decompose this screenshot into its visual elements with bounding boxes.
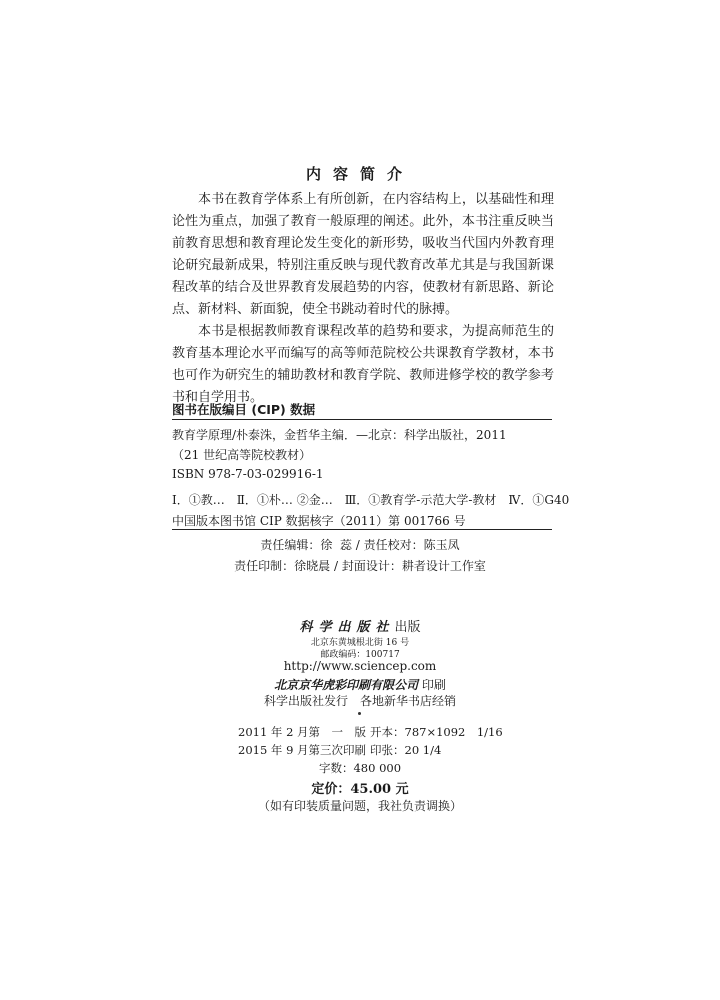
- cip-line-classification: Ⅰ．①教… Ⅱ．①朴… ②金… Ⅲ．①教育学-示范大学-教材 Ⅳ．①G40: [172, 493, 570, 507]
- intro-paragraph: 本书是根据教师教育课程改革的趋势和要求，为提高师范生的教育基本理论水平而编写的高等师范院校公共课教育学教材，本书也可作为研究生的辅助教材和教育学院、教师进修学校的教学参考书和自学用书。: [172, 324, 554, 405]
- intro-paragraph: 本书在教育学体系上有所创新，在内容结构上，以基础性和理论性为重点，加强了教育一般原理的阐述。此外，本书注重反映当前教育思想和教育理论发生变化的新形势，吸收当代国内外教育理论研究最新成果，特别注重反映与现代教育改革尤其是与我国新课程改革的结合及世界教育发展趋势的内容，使教材有新思路、新论点、新材料、新面貌，使全书跳动着时代的脉搏。: [172, 192, 554, 317]
- intro-title: 内容简介: [305, 165, 414, 183]
- publisher-postcode: 邮政编码：100717: [320, 650, 400, 660]
- spec-words: 字数：480 000: [318, 761, 402, 775]
- publisher-line: [0, 616, 720, 635]
- spec-price: 定价：45.00 元: [311, 782, 409, 797]
- publisher-name: 科学出版社: [299, 620, 395, 635]
- publisher-address: 北京东黄城根北街 16 号: [310, 638, 410, 648]
- intro-body: [172, 189, 554, 409]
- cip-line-isbn: ISBN 978-7-03-029916-1: [172, 467, 324, 481]
- credits-editor-line: 责任编辑：徐 蕊 / 责任校对：陈玉凤: [260, 538, 460, 552]
- cip-bottom-rule: [172, 529, 552, 530]
- credits-production-line: 责任印制：徐晓晨 / 封面设计：耕者设计工作室: [234, 559, 486, 573]
- cip-line-title: 教育学原理/朴泰洙，金哲华主编．—北京：科学出版社，2011: [172, 428, 507, 442]
- spec-note: （如有印装质量问题，我社负责调换）: [257, 799, 462, 813]
- cip-line-series: （21 世纪高等院校教材）: [172, 448, 312, 462]
- printer-name: 北京京华虎彩印刷有限公司: [274, 678, 419, 692]
- spec-format: 开本：787×1092 1/16: [370, 725, 503, 739]
- spec-sheets: 印张：20 1/4: [370, 743, 442, 757]
- publisher-url: http://www.sciencep.com: [283, 659, 437, 673]
- cip-top-rule: [172, 419, 552, 420]
- distribution-line: 科学出版社发行 各地新华书店经销: [263, 694, 456, 708]
- separator-dot: [358, 712, 361, 715]
- spec-edition: 2011 年 2 月第 一 版: [238, 725, 367, 739]
- printer-line: [0, 676, 720, 693]
- cip-line-record: 中国版本图书馆 CIP 数据核字（2011）第 001766 号: [172, 514, 466, 528]
- cip-title: 图书在版编目 (CIP) 数据: [172, 402, 316, 417]
- publisher-suffix: 出版: [394, 620, 421, 635]
- printer-suffix: 印刷: [421, 678, 446, 692]
- spec-printing: 2015 年 9 月第三次印刷: [238, 743, 367, 757]
